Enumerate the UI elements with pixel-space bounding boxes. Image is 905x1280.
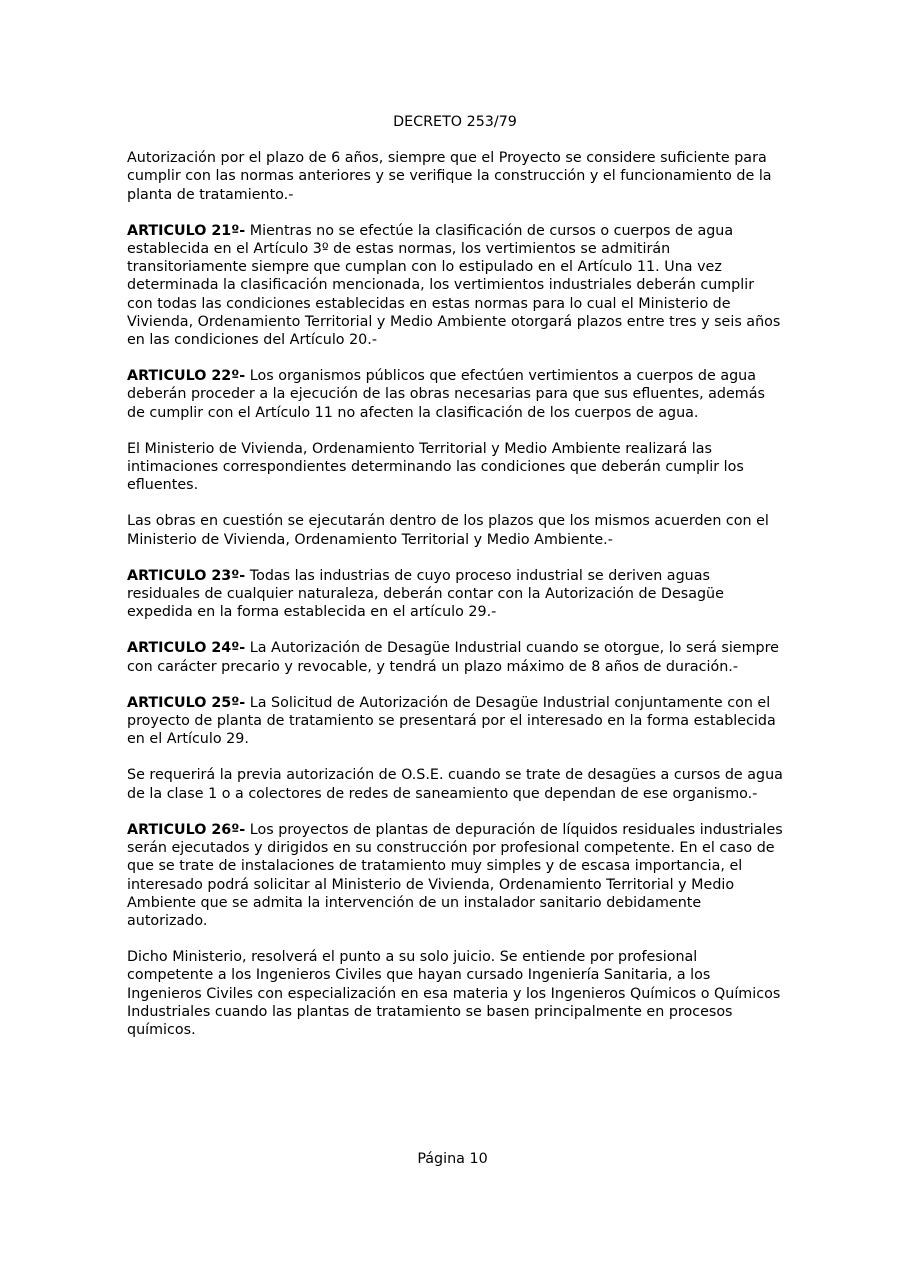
paragraph-intro [127,149,783,204]
paragraph-competent-professional [127,948,783,1039]
article-label: ARTICULO 25º- [127,694,246,711]
article-text: Los organismos públicos que efectúen vertimientos a cuerpos de agua deberán proceder a la ejecución de las obras necesarias para que sus efluentes, además de cumplir con el Artículo 11 no afecten la clasificación de los cuerpos de agua. [127,368,765,421]
document-page [127,113,783,1057]
page-number: Página 10 [417,1151,488,1167]
paragraph-text: El Ministerio de Vivienda, Ordenamiento Territorial y Medio Ambiente realizará las intimaciones correspondientes determinando las condiciones que deberán cumplir los efluentes. [127,440,744,494]
article-26 [127,821,783,930]
article-22 [127,367,783,422]
article-label: ARTICULO 24º- [127,640,246,657]
article-25 [127,694,783,749]
paragraph-text: Autorización por el plazo de 6 años, siempre que el Proyecto se considere suficiente para cumplir con las normas anteriores y se verifique la construcción y el funcionamiento de la planta de tratamiento.- [127,150,772,203]
article-text: La Solicitud de Autorización de Desagüe Industrial conjuntamente con el proyecto de planta de tratamiento se presentará por el interesado en la forma establecida en el Artículo 29. [127,694,776,748]
article-23 [127,567,783,622]
paragraph-ose-authorization [127,766,783,802]
paragraph-text: Dicho Ministerio, resolverá el punto a su solo juicio. Se entiende por profesional competente a los Ingenieros Civiles que hayan cursado Ingeniería Sanitaria, a los Ingenieros Civiles con especialización en esa materia y los Ingenieros Químicos o Químicos Industriales cuando las plantas de tratamiento se basen principalmente en procesos químicos. [127,949,781,1038]
article-text: Los proyectos de plantas de depuración de líquidos residuales industriales serán ejecutados y dirigidos en su construcción por profesional competente. En el caso de que se trate de instalaciones de tratamiento muy simples y de escasa importancia, el interesado podrá solicitar al Ministerio de Vivienda, Ordenamiento Territorial y Medio Ambiente que se admita la intervención de un instalador sanitario debidamente autorizado. [127,821,783,929]
article-label: ARTICULO 23º- [127,567,246,584]
article-text: Mientras no se efectúe la clasificación de cursos o cuerpos de agua establecida en el Artículo 3º de estas normas, los vertimientos se admitirán transitoriamente siempre que cumplan con lo estipulado en el Artículo 11. Una vez determinada la clasificación mencionada, los vertimientos industriales deberán cumplir con todas las condiciones establecidas en estas normas para lo cual el Ministerio de Vivienda, Ordenamiento Territorial y Medio Ambiente otorgará plazos entre tres y seis años en las condiciones del Artículo 20.- [127,222,781,349]
paragraph-text: Se requerirá la previa autorización de O.S.E. cuando se trate de desagües a cursos de agua de la clase 1 o a colectores de redes de saneamiento que dependan de ese organismo.- [127,767,783,802]
paragraph-works-deadlines [127,512,783,548]
article-24 [127,639,783,675]
article-21 [127,222,783,349]
article-label: ARTICULO 26º- [127,821,246,838]
paragraph-text: Las obras en cuestión se ejecutarán dentro de los plazos que los mismos acuerden con el Ministerio de Vivienda, Ordenamiento Territorial y Medio Ambiente.- [127,513,769,548]
paragraph-ministry-intimations [127,440,783,495]
article-label: ARTICULO 22º- [127,368,246,385]
document-title: DECRETO 253/79 [393,114,517,130]
article-label: ARTICULO 21º- [127,222,246,239]
article-text: La Autorización de Desagüe Industrial cuando se otorgue, lo será siempre con carácter precario y revocable, y tendrá un plazo máximo de 8 años de duración.- [127,640,779,675]
article-text: Todas las industrias de cuyo proceso industrial se deriven aguas residuales de cualquier naturaleza, deberán contar con la Autorización de Desagüe expedida en la forma establecida en el artículo 29.- [127,567,724,621]
